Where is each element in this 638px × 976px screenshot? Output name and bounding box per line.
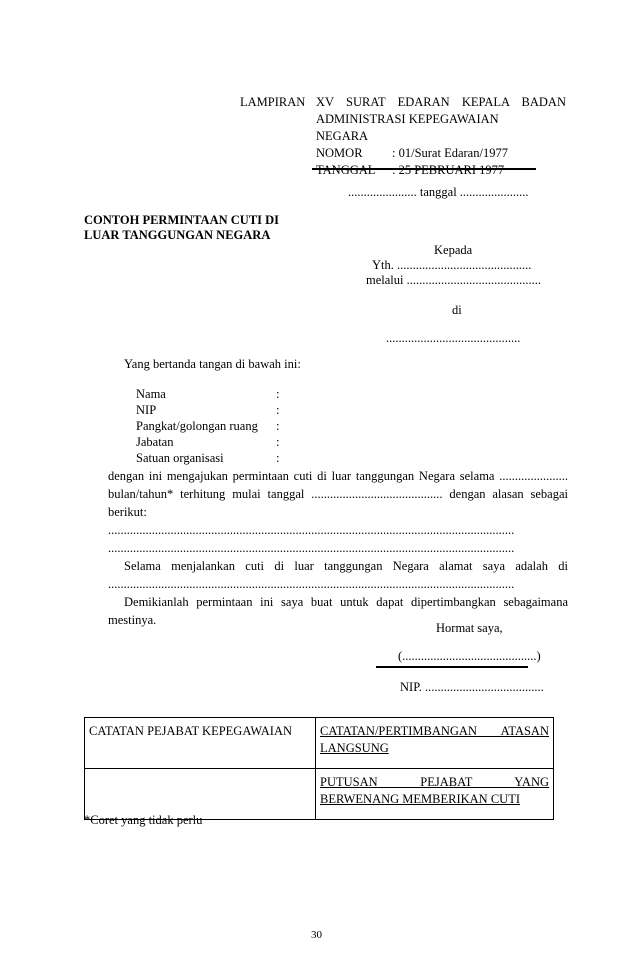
addressee-place: ...........................................: [386, 331, 521, 345]
header-rule: [312, 168, 536, 170]
lampiran-reference: [316, 94, 566, 178]
identity-sep: :: [276, 451, 280, 465]
addressee-yth: Yth. ...........................................: [372, 258, 532, 272]
body-p1-line-2: bulan/tahun* terhitung mulai tanggal .......................................... dengan alasan sebagai: [108, 487, 568, 501]
catatan-cell-atasan: [316, 718, 554, 769]
body-p2-line-1: Selama menjalankan cuti di luar tanggungan Negara alamat saya adalah di: [124, 559, 568, 573]
identity-row-satuan: [136, 450, 279, 466]
identity-row-nama: [136, 386, 279, 402]
nomor-key: NOMOR: [316, 145, 363, 160]
identity-label: Pangkat/golongan ruang: [136, 419, 258, 433]
catatan-cell-kepegawaian: [85, 718, 316, 769]
body-dots-2: ..................................................................................................................................: [108, 541, 515, 555]
body-p1-line-1: dengan ini mengajukan permintaan cuti di luar tanggungan Negara selama ......................: [108, 469, 568, 483]
identity-sep: :: [276, 403, 280, 417]
identity-sep: :: [276, 419, 280, 433]
intro-text: Yang bertanda tangan di bawah ini:: [124, 357, 301, 371]
lampiran-label: LAMPIRAN: [240, 95, 306, 109]
signature-rule: [376, 666, 528, 668]
putusan-line-1: PUTUSAN PEJABAT YANG: [320, 775, 549, 789]
body-p3-line-2: mestinya.: [108, 613, 157, 627]
catatan-atasan-line-1: CATATAN/PERTIMBANGAN ATASAN: [320, 724, 549, 738]
lampiran-line-3: NEGARA: [316, 128, 369, 143]
nomor-row: [316, 145, 566, 162]
identity-label: NIP: [136, 403, 157, 417]
body-block: [108, 468, 568, 630]
identity-label: Nama: [136, 387, 166, 401]
body-dots-1: ..................................................................................................................................: [108, 523, 515, 537]
identity-row-pangkat: [136, 418, 279, 434]
catatan-table: [84, 717, 554, 820]
addressee-di: di: [452, 303, 462, 317]
identity-row-nip: [136, 402, 279, 418]
identity-label: Satuan organisasi: [136, 451, 224, 465]
nomor-value: : 01/Surat Edaran/1977: [392, 145, 508, 160]
body-dots-3: ..................................................................................................................................: [108, 577, 515, 591]
signature-name: (...........................................): [398, 649, 541, 663]
page-number: 30: [311, 929, 322, 941]
putusan-line-2: BERWENANG MEMBERIKAN CUTI: [320, 791, 520, 806]
identity-sep: :: [276, 387, 280, 401]
body-p1-line-3: berikut:: [108, 505, 147, 519]
identity-label: Jabatan: [136, 435, 174, 449]
identity-row-jabatan: [136, 434, 279, 450]
body-p3-line-1: Demikianlah permintaan ini saya buat untuk dapat dipertimbangkan sebagaimana: [124, 595, 568, 609]
addressee-melalui: melalui ...........................................: [366, 273, 541, 287]
addressee-kepada: Kepada: [434, 243, 473, 257]
signature-closing: Hormat saya,: [436, 621, 503, 635]
identity-sep: :: [276, 435, 280, 449]
catatan-atasan-line-2: LANGSUNG: [320, 740, 389, 755]
catatan-row-1: [85, 718, 554, 769]
date-line: ...................... tanggal ......................: [348, 185, 529, 199]
catatan-kepegawaian-label: CATATAN PEJABAT KEPEGAWAIAN: [89, 724, 293, 738]
title-line-2: LUAR TANGGUNGAN NEGARA: [84, 228, 271, 242]
identity-block: [136, 386, 279, 466]
lampiran-line-1: XV SURAT EDARAN KEPALA BADAN: [316, 95, 566, 109]
catatan-cell-putusan: [316, 769, 554, 820]
lampiran-line-2: ADMINISTRASI KEPEGAWAIAN: [316, 111, 499, 126]
title-line-1: CONTOH PERMINTAAN CUTI DI: [84, 213, 280, 227]
footnote: *Coret yang tidak perlu: [84, 813, 203, 827]
signature-nip: NIP. ......................................: [400, 680, 544, 694]
